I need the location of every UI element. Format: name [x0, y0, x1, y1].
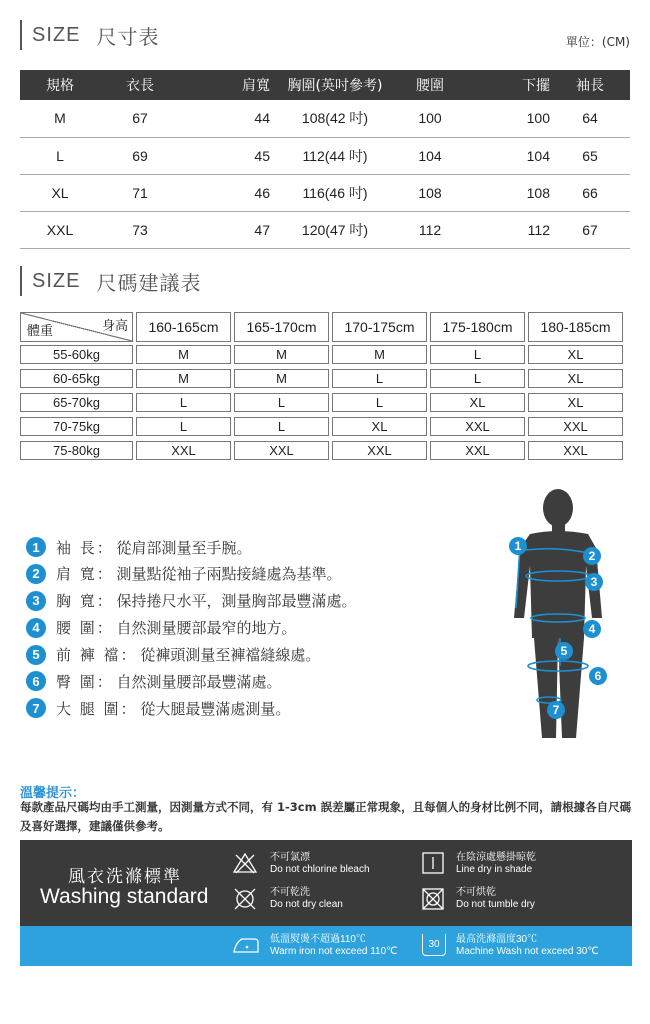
recommend-title — [20, 266, 201, 296]
marker-7-text: 7 — [552, 703, 560, 717]
table-cell: 67 — [100, 100, 180, 137]
size-cell: XXL — [136, 441, 231, 460]
measurement-item — [26, 668, 357, 694]
size-chart-title-en: SIZE — [32, 23, 81, 46]
size-cell: L — [430, 369, 525, 388]
wash-item-text — [456, 934, 599, 958]
wash-en: Line dry in shade — [456, 864, 533, 875]
table-cell: 69 — [100, 137, 180, 174]
table-cell: 66 — [550, 174, 630, 211]
size-chart-table — [20, 70, 630, 249]
header-cell: 規格 — [20, 70, 100, 100]
marker-5-text: 5 — [560, 644, 568, 658]
number-badge: 5 — [26, 645, 46, 665]
weight-label: 體重 — [27, 324, 54, 339]
table-cell: 73 — [100, 211, 180, 248]
marker-1-text: 1 — [514, 539, 522, 553]
size-cell: L — [332, 369, 427, 388]
recommend-corner-cell — [20, 312, 133, 342]
table-cell: 67 — [550, 211, 630, 248]
recommend-row — [20, 393, 623, 412]
table-cell: 44 — [180, 100, 270, 137]
washing-title-en: Washing standard — [40, 885, 209, 908]
measurement-label: 腰 圍 — [56, 619, 97, 638]
table-cell: XXL — [20, 211, 100, 248]
weight-range-cell: 60-65kg — [20, 369, 133, 388]
table-cell: M — [20, 100, 100, 137]
table-cell: 104 — [460, 137, 550, 174]
height-range-cell: 175-180cm — [430, 312, 525, 342]
table-row — [20, 100, 630, 137]
size-chart-header-row — [20, 70, 630, 100]
table-cell: 65 — [550, 137, 630, 174]
size-cell: L — [136, 393, 231, 412]
recommend-row — [20, 441, 623, 460]
number-badge: 4 — [26, 618, 46, 638]
height-range-cell: 165-170cm — [234, 312, 329, 342]
size-cell: M — [136, 345, 231, 364]
marker-3-text: 3 — [590, 575, 598, 589]
weight-range-cell: 75-80kg — [20, 441, 133, 460]
marker-2-text: 2 — [588, 549, 596, 563]
recommend-title-en: SIZE — [32, 269, 81, 292]
table-cell: 108(42 吋) — [270, 100, 400, 137]
size-cell: M — [136, 369, 231, 388]
wash-zh: 不可烘乾 — [456, 887, 496, 898]
number-badge: 3 — [26, 591, 46, 611]
weight-range-cell: 65-70kg — [20, 393, 133, 412]
measurement-desc: ： 從褲頭測量至褲襠縫線處。 — [120, 646, 321, 665]
number-badge: 2 — [26, 564, 46, 584]
size-cell: XXL — [430, 441, 525, 460]
measurement-label: 胸 寬 — [56, 592, 97, 611]
warm-iron-icon — [232, 936, 260, 956]
wash-en: Do not dry clean — [270, 899, 343, 910]
wash-en: Machine Wash not exceed 30℃ — [456, 946, 599, 957]
marker-6-text: 6 — [594, 669, 602, 683]
measurement-item — [26, 561, 357, 587]
body-silhouette-figure — [500, 488, 630, 748]
measurement-desc: ： 自然測量腰部最豐滿處。 — [96, 672, 282, 691]
washing-title-zh: 風衣洗滌標準 — [68, 867, 182, 887]
measurement-item — [26, 534, 357, 560]
header-cell: 下擺 — [460, 70, 550, 100]
number-badge: 6 — [26, 671, 46, 691]
wash-en: Do not chlorine bleach — [270, 864, 370, 875]
size-cell: XL — [528, 369, 623, 388]
table-row — [20, 137, 630, 174]
size-cell: XXL — [332, 441, 427, 460]
measurement-desc: ： 自然測量腰部最窄的地方。 — [96, 619, 297, 638]
table-cell: L — [20, 137, 100, 174]
measurement-label: 大 腿 圍 — [56, 699, 121, 718]
size-cell: XL — [430, 393, 525, 412]
header-cell: 胸圍(英吋參考) — [270, 70, 400, 100]
size-cell: XXL — [430, 417, 525, 436]
machine-wash-30-icon — [422, 934, 446, 956]
size-cell: M — [234, 345, 329, 364]
wash-item-text — [270, 934, 397, 958]
measurement-item — [26, 588, 357, 614]
measurement-label: 袖 長 — [56, 538, 97, 557]
wash-zh: 最高洗滌溫度30℃ — [456, 934, 538, 945]
table-cell: 108 — [460, 174, 550, 211]
size-cell: L — [234, 393, 329, 412]
measurement-desc: ： 從肩部測量至手腕。 — [96, 538, 252, 557]
measurement-desc: ： 測量點從袖子兩點接縫處為基準。 — [96, 565, 342, 584]
header-cell: 衣長 — [100, 70, 180, 100]
table-cell: 108 — [400, 174, 460, 211]
table-cell: 112 — [400, 211, 460, 248]
table-cell: 71 — [100, 174, 180, 211]
number-badge: 1 — [26, 537, 46, 557]
table-cell: 112 — [460, 211, 550, 248]
recommend-row — [20, 417, 623, 436]
table-cell: 47 — [180, 211, 270, 248]
size-cell: XL — [332, 417, 427, 436]
wash-zh: 不可乾洗 — [270, 887, 310, 898]
table-cell: 64 — [550, 100, 630, 137]
weight-range-cell: 70-75kg — [20, 417, 133, 436]
unit-label: 單位：(CM) — [565, 35, 630, 49]
header-cell: 袖長 — [550, 70, 630, 100]
measurement-item — [26, 642, 357, 668]
wash-zh: 低溫熨燙不超過110℃ — [270, 934, 366, 945]
marker-4-text: 4 — [588, 622, 596, 636]
wash-item-text — [270, 887, 343, 911]
size-chart-title — [20, 20, 159, 50]
measurement-label: 前 褲 襠 — [56, 646, 121, 665]
table-row — [20, 211, 630, 248]
table-cell: 45 — [180, 137, 270, 174]
table-cell: 46 — [180, 174, 270, 211]
table-cell: 116(46 吋) — [270, 174, 400, 211]
table-row — [20, 174, 630, 211]
height-range-cell: 180-185cm — [528, 312, 623, 342]
size-cell: XXL — [234, 441, 329, 460]
size-cell: L — [234, 417, 329, 436]
washing-panel — [20, 840, 632, 966]
table-cell: 120(47 吋) — [270, 211, 400, 248]
table-cell: 100 — [460, 100, 550, 137]
measurement-desc: ： 從大腿最豐滿處測量。 — [120, 699, 291, 718]
wash-item-text — [456, 887, 535, 911]
no-tumble-dry-icon — [422, 888, 444, 910]
header-cell: 腰圍 — [400, 70, 460, 100]
no-bleach-icon — [232, 852, 258, 874]
recommend-row — [20, 369, 623, 388]
recommend-header-row — [20, 312, 623, 342]
size-cell: XL — [528, 393, 623, 412]
notice-text: 每款產品尺碼均由手工測量，因測量方式不同，有 1-3cm 誤差屬正常現象，且每個人的身材比例不同，請根據各自尺碼及喜好選擇，建議僅供參考。 — [20, 800, 632, 833]
measurement-label: 臀 圍 — [56, 672, 97, 691]
table-cell: 104 — [400, 137, 460, 174]
height-label: 身高 — [101, 319, 128, 334]
table-cell: 112(44 吋) — [270, 137, 400, 174]
size-cell: L — [332, 393, 427, 412]
size-cell: XL — [528, 345, 623, 364]
size-cell: XXL — [528, 417, 623, 436]
wash-zh: 不可氯漂 — [270, 852, 310, 863]
wash-en: Do not tumble dry — [456, 899, 535, 910]
wash-en: Warm iron not exceed 110℃ — [270, 946, 398, 957]
wash-temp-text: 30 — [428, 939, 440, 950]
height-range-cell: 170-175cm — [332, 312, 427, 342]
number-badge: 7 — [26, 698, 46, 718]
size-chart-title-zh: 尺寸表 — [96, 24, 160, 49]
washing-highlight-strip — [20, 926, 632, 966]
line-dry-shade-icon — [422, 852, 444, 874]
size-cell: L — [430, 345, 525, 364]
measurement-desc: ： 保持捲尺水平，測量胸部最豐滿處。 — [96, 592, 357, 611]
size-cell: M — [234, 369, 329, 388]
measurement-item — [26, 695, 357, 721]
size-cell: M — [332, 345, 427, 364]
weight-range-cell: 55-60kg — [20, 345, 133, 364]
height-range-cell: 160-165cm — [136, 312, 231, 342]
wash-item-text — [456, 852, 536, 876]
recommend-row — [20, 345, 623, 364]
size-cell: XXL — [528, 441, 623, 460]
wash-zh: 在陰涼處懸掛晾乾 — [456, 852, 536, 863]
size-cell: L — [136, 417, 231, 436]
measurement-list — [26, 534, 357, 722]
no-dry-clean-icon — [233, 887, 257, 911]
notice-title: 溫馨提示： — [20, 786, 86, 801]
measurement-item — [26, 615, 357, 641]
measurement-label: 肩 寬 — [56, 565, 97, 584]
recommend-title-zh: 尺碼建議表 — [96, 270, 202, 295]
table-cell: XL — [20, 174, 100, 211]
header-cell: 肩寬 — [180, 70, 270, 100]
wash-item-text — [270, 852, 370, 876]
table-cell: 100 — [400, 100, 460, 137]
